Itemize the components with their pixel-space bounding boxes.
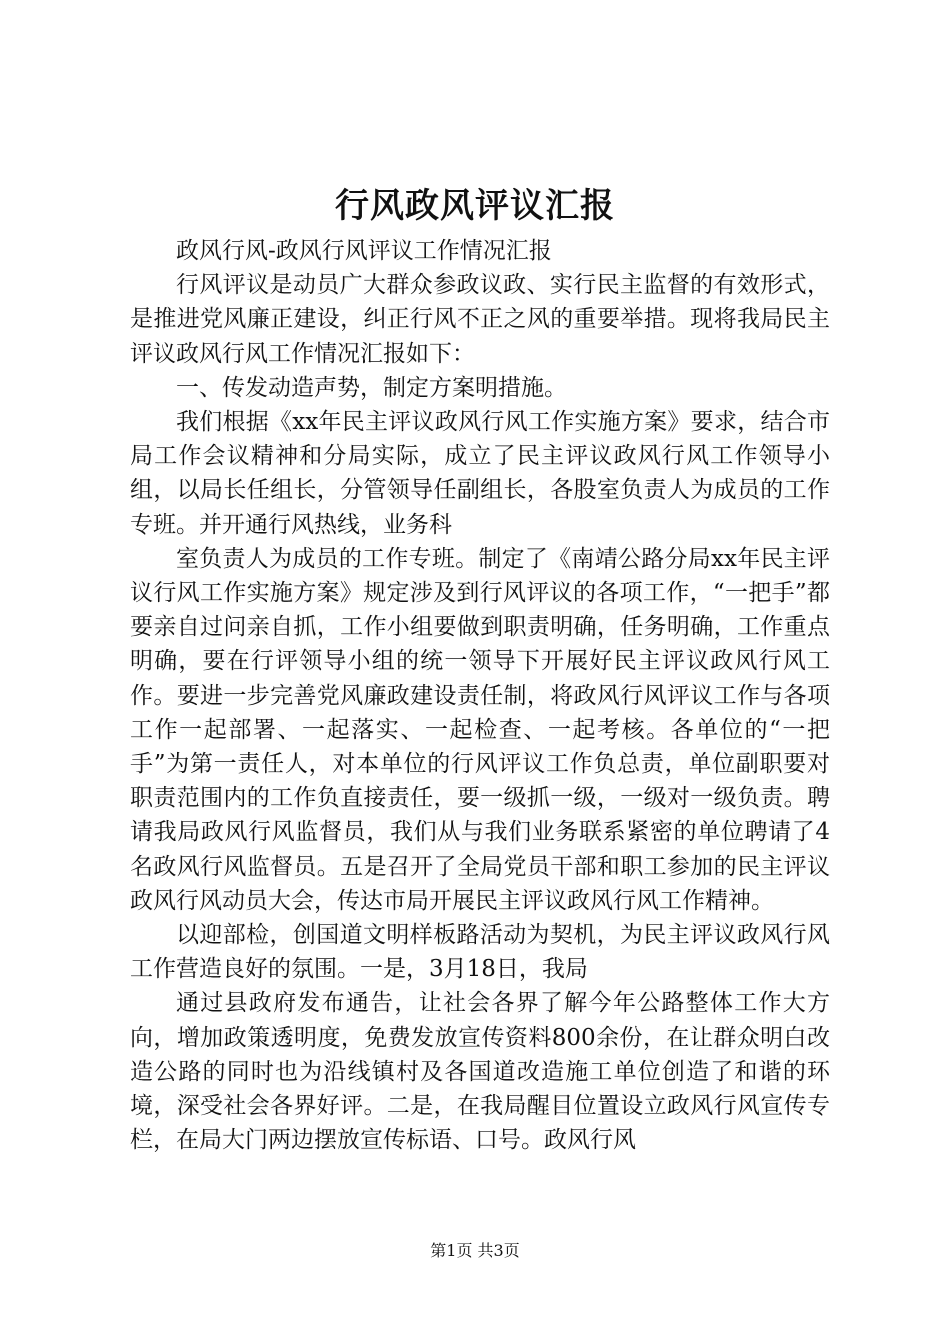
document-body: [130, 234, 830, 1157]
section-heading: 一、传发动造声势，制定方案明措施。: [176, 374, 567, 401]
body-paragraph: 以迎部检，创国道文明样板路活动为契机，为民主评议政风行风工作营造良好的氛围。一是，3月18日，我局: [130, 922, 830, 983]
body-paragraph: 通过县政府发布通告，让社会各界了解今年公路整体工作大方向，增加政策透明度，免费发放宣传资料800余份，在让群众明白改造公路的同时也为沿线镇村及各国道改造施工单位创造了和谐的环境，深受社会各界好评。二是，在我局醒目位置设立政风行风宣传专栏，在局大门两边摆放宣传标语、口号。政风行风: [130, 990, 830, 1154]
subtitle-paragraph: 政风行风-政风行风评议工作情况汇报: [176, 238, 552, 264]
page-footer: 第1页 共3页: [430, 1241, 520, 1260]
document-title: 行风政风评议汇报: [335, 186, 615, 226]
body-paragraph: 行风评议是动员广大群众参政议政、实行民主监督的有效形式，是推进党风廉正建设，纠正行风不正之风的重要举措。现将我局民主评议政风行风工作情况汇报如下：: [130, 272, 830, 367]
body-paragraph: 我们根据《xx年民主评议政风行风工作实施方案》要求，结合市局工作会议精神和分局实际，成立了民主评议政风行风工作领导小组，以局长任组长，分管领导任副组长，各股室负责人为成员的工作专班。并开通行风热线，业务科: [130, 409, 830, 538]
body-paragraph: 室负责人为成员的工作专班。制定了《南靖公路分局xx年民主评议行风工作实施方案》规定涉及到行风评议的各项工作，“一把手”都要亲自过问亲自抓，工作小组要做到职责明确，任务明确，工作重点明确，要在行评领导小组的统一领导下开展好民主评议政风行风工作。要进一步完善党风廉政建设责任制，将政风行风评议工作与各项工作一起部署、一起落实、一起检查、一起考核。各单位的“一把手”为第一责任人，对本单位的行风评议工作负总责，单位副职要对职责范围内的工作负直接责任，要一级抓一级，一级对一级负责。聘请我局政风行风监督员，我们从与我们业务联系紧密的单位聘请了4名政风行风监督员。五是召开了全局党员干部和职工参加的民主评议政风行风动员大会，传达市局开展民主评议政风行风工作精神。: [130, 545, 830, 914]
